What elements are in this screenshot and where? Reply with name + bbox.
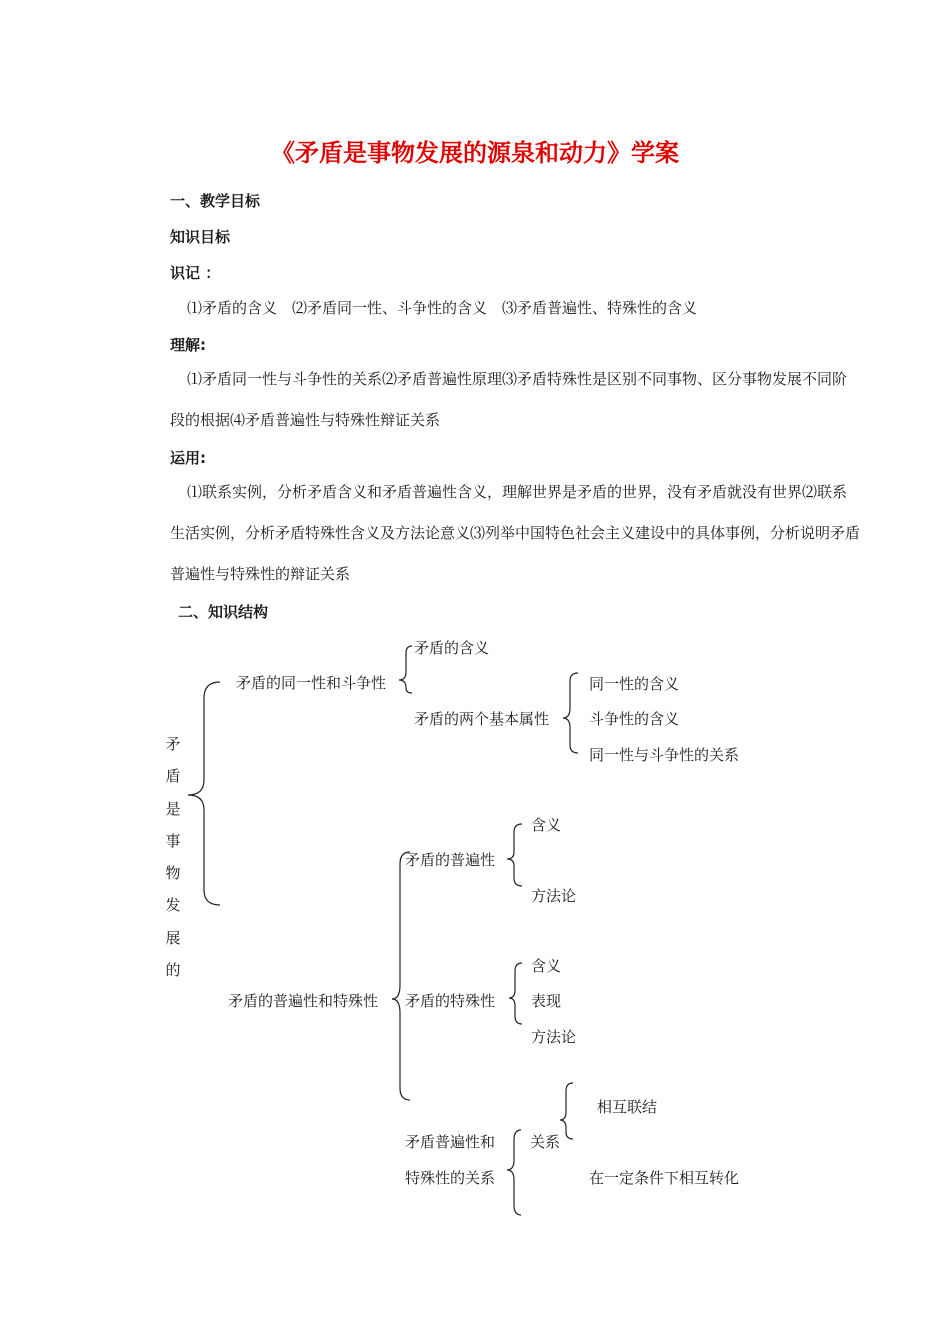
- understand-label: 理解:: [170, 336, 206, 354]
- apply-text: ⑴联系实例，分析矛盾含义和矛盾普遍性含义，理解世界是矛盾的世界，没有矛盾就没有世界⑵联系生活实例，分析矛盾特殊性含义及方法论意义⑶列举中国特色社会主义建设中的具体事例，分析说明矛盾普遍性与特殊性的辩证关系: [170, 483, 861, 583]
- branch2-label: 矛盾的普遍性和特殊性: [228, 992, 379, 1010]
- universality-item-meaning: 含义: [531, 816, 562, 834]
- attr-item-struggle: 斗争性的含义: [589, 710, 680, 728]
- branch2-brace: [392, 852, 410, 1100]
- particularity-node: 矛盾的特殊性: [405, 992, 496, 1010]
- branch1-brace: [399, 646, 412, 693]
- relation-brace: [507, 1130, 521, 1215]
- apply-label: 运用:: [170, 449, 206, 467]
- relation-item-transform: 在一定条件下相互转化: [589, 1169, 740, 1187]
- universality-node: 矛盾的普遍性: [405, 851, 496, 869]
- particularity-item-manifestation: 表现: [531, 992, 562, 1010]
- knowledge-heading: 知识目标: [170, 228, 231, 246]
- universality-brace: [507, 824, 522, 886]
- understand-text: ⑴矛盾同一性与斗争性的关系⑵矛盾普遍性原理⑶矛盾特殊性是区别不同事物、区分事物发展不同阶段的根据⑷矛盾普遍性与特殊性辩证关系: [170, 370, 848, 429]
- section1-heading: 一、教学目标: [170, 192, 261, 210]
- relation-item-connected: 相互联结: [597, 1098, 658, 1116]
- diagram-root-label: 矛盾是事物发展的: [165, 735, 181, 980]
- section2-heading: 二、知识结构: [178, 603, 269, 621]
- relation-sub-node: 关系: [530, 1133, 561, 1151]
- particularity-brace: [509, 963, 522, 1024]
- attributes-brace: [563, 673, 578, 753]
- page-title: 《矛盾是事物发展的源泉和动力》学案: [271, 139, 679, 167]
- memorize-label: 识记 ：: [170, 264, 221, 282]
- contradiction-meaning-node: 矛盾的含义: [414, 639, 490, 657]
- particularity-item-methodology: 方法论: [531, 1028, 577, 1046]
- memorize-text: ⑴矛盾的含义 ⑵矛盾同一性、斗争性的含义 ⑶矛盾普遍性、特殊性的含义: [187, 299, 698, 317]
- attr-item-identity: 同一性的含义: [589, 675, 680, 693]
- universality-item-methodology: 方法论: [531, 887, 577, 905]
- relation-sub-brace: [560, 1083, 573, 1139]
- relation-node-line1: 矛盾普遍性和: [405, 1133, 496, 1151]
- particularity-item-meaning: 含义: [531, 957, 562, 975]
- branch1-label: 矛盾的同一性和斗争性: [236, 674, 387, 692]
- relation-node-line2: 特殊性的关系: [405, 1169, 496, 1187]
- root-brace: [188, 682, 220, 905]
- basic-attributes-node: 矛盾的两个基本属性: [414, 710, 550, 728]
- attr-item-relation: 同一性与斗争性的关系: [589, 746, 740, 764]
